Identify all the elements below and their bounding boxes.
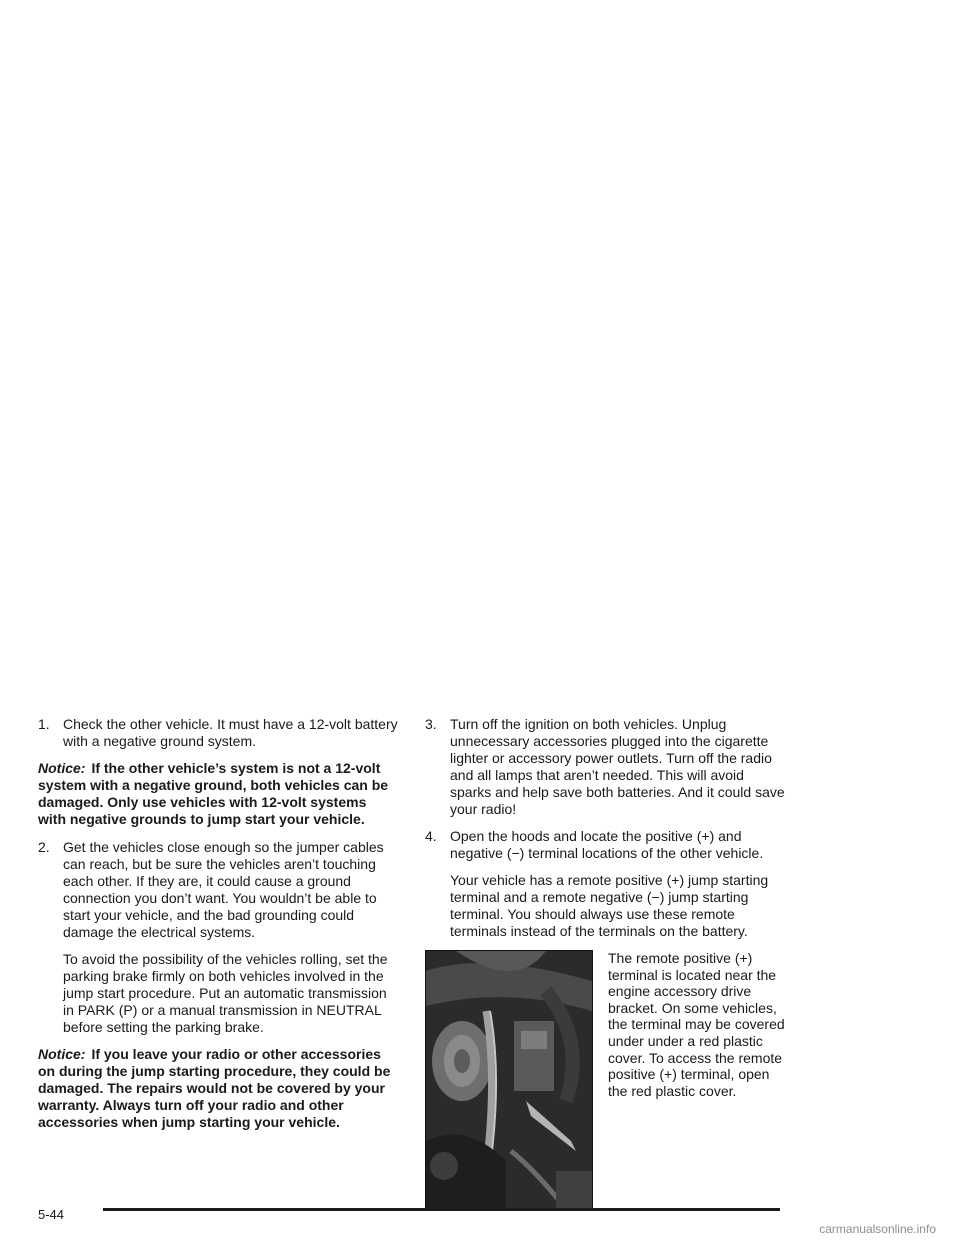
step-text: Turn off the ignition on both vehicles. Unplug unnecessary accessories plugged into the cigarette lighter or accessory power outlets. Turn off the radio and all lamps that aren’t needed. This will avoid sparks and help save both batteries. And it could save your radio! [450,716,785,817]
step-number: 3. [425,716,437,732]
notice-label: Notice: [38,760,86,776]
step-number: 4. [425,828,437,844]
step-text: Get the vehicles close enough so the jumper cables can reach, but be sure the vehicles aren’t touching each other. If they are, it could cause a ground connection you don’t want. You wouldn’t be able to start your vehicle, and the bad grounding could damage the electrical systems. [63,839,384,940]
step-text: Check the other vehicle. It must have a 12-volt battery with a negative ground system. [63,716,398,749]
engine-terminal-photo [425,950,593,1210]
step-number: 1. [38,716,50,732]
step-4 [425,828,787,862]
notice-text: If the other vehicle’s system is not a 12-volt system with a negative ground, both vehicles can be damaged. Only use vehicles with 12-volt systems with negative grounds to jump start your vehicle. [38,760,389,827]
watermark-text: carmanualsonline.info [819,1222,936,1236]
notice-paragraph [38,760,398,828]
right-column [425,716,787,1210]
notice-paragraph [38,1046,398,1131]
figure-caption: The remote positive (+) terminal is located near the engine accessory drive bracket. On some vehicles, the terminal may be covered under under a red plastic cover. To access the remote positive (+) terminal, open the red plastic cover. [608,950,785,1099]
step-number: 2. [38,839,50,855]
step-2-detail: To avoid the possibility of the vehicles rolling, set the parking brake firmly on both vehicles involved in the jump start procedure. Put an automatic transmission in PARK (P) or a manual transmission in NEUTRAL before setting the parking brake. [63,951,388,1035]
step-4-detail: Your vehicle has a remote positive (+) jump starting terminal and a remote negative (−) jump starting terminal. You should always use these remote terminals instead of the terminals on the battery. [450,872,769,939]
footer-rule [103,1208,780,1211]
step-text: Open the hoods and locate the positive (+) and negative (−) terminal locations of the other vehicle. [450,828,764,861]
step-3 [425,716,787,818]
step-1 [38,716,398,750]
notice-text: If you leave your radio or other accessories on during the jump starting procedure, they could be damaged. The repairs would not be covered by your warranty. Always turn off your radio and other accessories when jump starting your vehicle. [38,1046,391,1130]
page-number: 5-44 [38,1207,65,1222]
notice-label: Notice: [38,1046,86,1062]
left-column [38,716,398,1142]
figure-block [425,950,787,1210]
engine-photo-illustration [426,951,592,1209]
step-2 [38,839,398,941]
